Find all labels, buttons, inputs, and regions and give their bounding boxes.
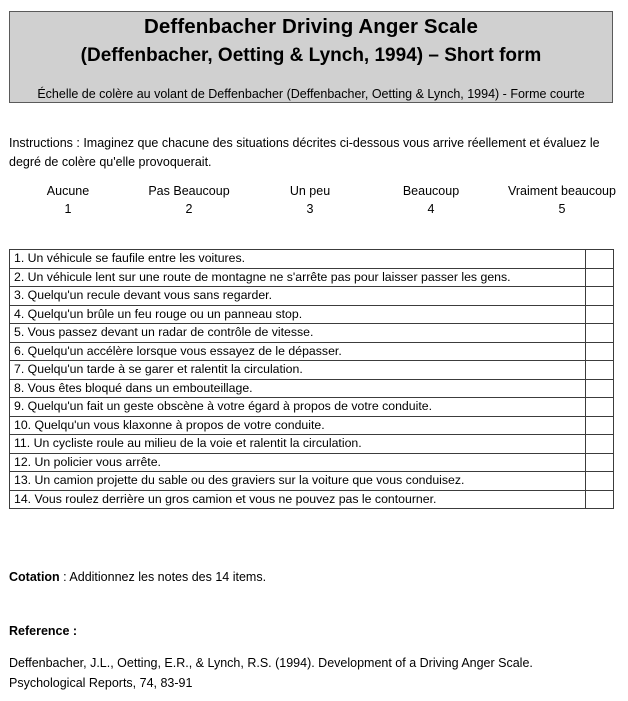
item-text: 5. Vous passez devant un radar de contrôle de vitesse.: [10, 324, 586, 343]
score-cell[interactable]: [586, 268, 614, 287]
item-text: 1. Un véhicule se faufile entre les voitures.: [10, 250, 586, 269]
title-banner: [9, 11, 613, 103]
french-subtitle: Échelle de colère au volant de Deffenbacher (Deffenbacher, Oetting & Lynch, 1994) - Forme courte: [37, 87, 585, 101]
score-cell[interactable]: [586, 250, 614, 269]
item-text: 6. Quelqu'un accélère lorsque vous essayez de le dépasser.: [10, 342, 586, 361]
scoring-instruction: [9, 570, 266, 584]
scale-value-1: 1: [64, 202, 72, 216]
items-table: [9, 249, 614, 509]
table-row: [10, 287, 614, 306]
reference-heading: Reference :: [9, 624, 78, 638]
table-row: [10, 490, 614, 509]
table-row: [10, 305, 614, 324]
table-row: [10, 342, 614, 361]
scale-value-3: 3: [306, 202, 314, 216]
scale-label-3: Un peu: [289, 184, 331, 198]
table-row: [10, 416, 614, 435]
reference-citation: [9, 653, 609, 693]
instructions-text: Instructions : Imaginez que chacune des situations décrites ci-dessous vous arrive réellement et évaluez le degré de colère qu'elle provoquerait.: [9, 136, 600, 169]
item-text: 2. Un véhicule lent sur une route de montagne ne s'arrête pas pour laisser passer les gens.: [10, 268, 586, 287]
score-cell[interactable]: [586, 361, 614, 380]
score-cell[interactable]: [586, 472, 614, 491]
score-cell[interactable]: [586, 490, 614, 509]
item-text: 10. Quelqu'un vous klaxonne à propos de votre conduite.: [10, 416, 586, 435]
score-cell[interactable]: [586, 324, 614, 343]
score-cell[interactable]: [586, 416, 614, 435]
table-row: [10, 250, 614, 269]
score-cell[interactable]: [586, 287, 614, 306]
reference-line-2: Psychological Reports, 74, 83-91: [9, 676, 193, 690]
table-row: [10, 324, 614, 343]
table-row: [10, 453, 614, 472]
table-row: [10, 379, 614, 398]
reference-line-1: Deffenbacher, J.L., Oetting, E.R., & Lynch, R.S. (1994). Development of a Driving Anger Scale.: [9, 656, 533, 670]
scale-value-5: 5: [558, 202, 566, 216]
score-cell[interactable]: [586, 379, 614, 398]
item-text: 3. Quelqu'un recule devant vous sans regarder.: [10, 287, 586, 306]
table-row: [10, 361, 614, 380]
item-text: 13. Un camion projette du sable ou des graviers sur la voiture que vous conduisez.: [10, 472, 586, 491]
score-cell[interactable]: [586, 398, 614, 417]
score-cell[interactable]: [586, 453, 614, 472]
score-cell[interactable]: [586, 435, 614, 454]
scale-label-1: Aucune: [46, 184, 90, 198]
scoring-text: : Additionnez les notes des 14 items.: [59, 570, 267, 584]
item-text: 8. Vous êtes bloqué dans un embouteillage.: [10, 379, 586, 398]
scale-label-2: Pas Beaucoup: [148, 184, 230, 198]
item-text: 4. Quelqu'un brûle un feu rouge ou un panneau stop.: [10, 305, 586, 324]
table-row: [10, 268, 614, 287]
table-row: [10, 435, 614, 454]
item-text: 11. Un cycliste roule au milieu de la voie et ralentit la circulation.: [10, 435, 586, 454]
item-text: 14. Vous roulez derrière un gros camion et vous ne pouvez pas le contourner.: [10, 490, 586, 509]
item-text: 12. Un policier vous arrête.: [10, 453, 586, 472]
scale-value-2: 2: [185, 202, 193, 216]
table-row: [10, 398, 614, 417]
scale-label-4: Beaucoup: [402, 184, 460, 198]
score-cell[interactable]: [586, 305, 614, 324]
scale-label-5: Vraiment beaucoup: [508, 184, 616, 198]
scoring-label: Cotation: [9, 570, 60, 584]
document-authors-line: (Deffenbacher, Oetting & Lynch, 1994) – Short form: [80, 45, 542, 66]
scale-value-4: 4: [427, 202, 435, 216]
document-title: Deffenbacher Driving Anger Scale: [144, 15, 478, 38]
item-text: 9. Quelqu'un fait un geste obscène à votre égard à propos de votre conduite.: [10, 398, 586, 417]
score-cell[interactable]: [586, 342, 614, 361]
item-text: 7. Quelqu'un tarde à se garer et ralentit la circulation.: [10, 361, 586, 380]
table-row: [10, 472, 614, 491]
